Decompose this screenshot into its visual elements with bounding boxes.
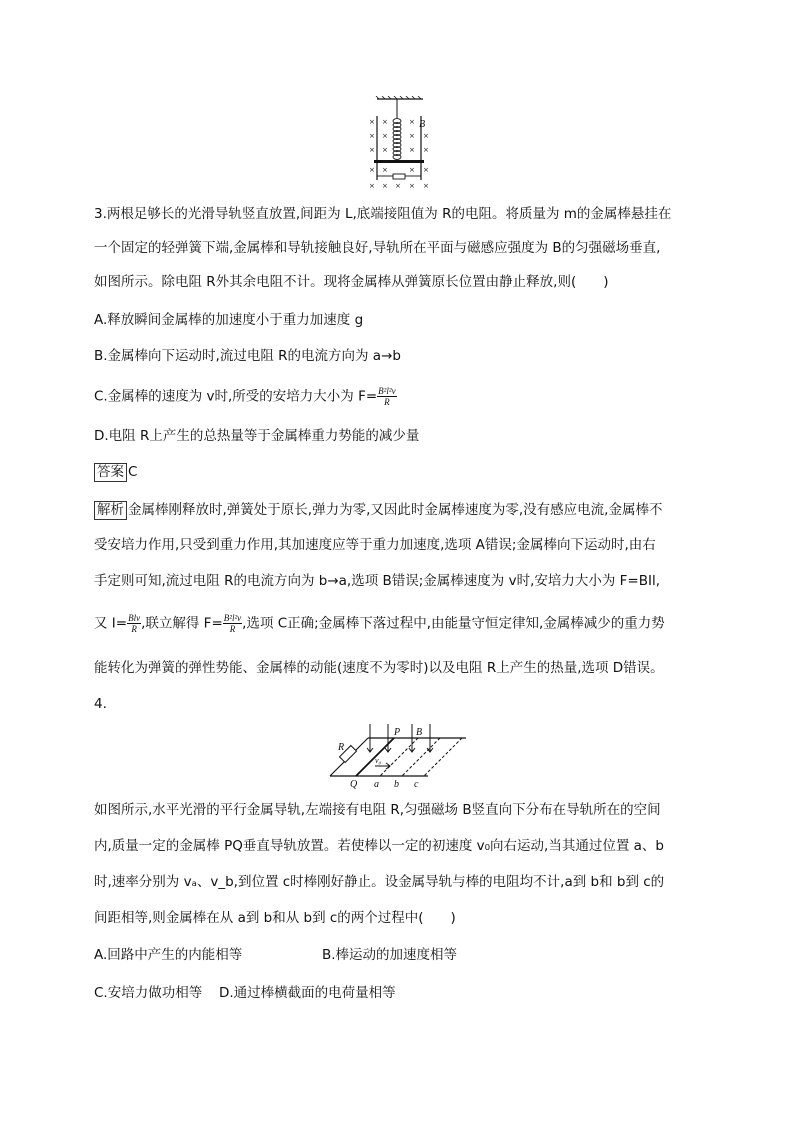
svg-text:×: × <box>369 118 375 126</box>
analysis-tag: 解析 <box>94 501 127 520</box>
q3-analysis-line-2: 受安培力作用,只受到重力作用,其加速度应等于重力加速度,选项 A错误;金属棒向下运动时,由右 <box>94 537 656 553</box>
svg-text:×: × <box>382 118 388 126</box>
svg-text:×: × <box>423 132 429 140</box>
q4-option-row-2 <box>94 983 396 1003</box>
svg-text:×: × <box>369 182 375 190</box>
svg-text:×: × <box>423 182 429 190</box>
force-fraction <box>223 613 242 634</box>
svg-text:×: × <box>409 132 415 140</box>
q3-stem-line-2: 一个固定的轻弹簧下端,金属棒和导轨接触良好,导轨所在平面与磁感应强度为 B的匀强磁场垂直, <box>94 240 661 256</box>
label-b-lower: b <box>394 779 399 790</box>
spring-rail-figure <box>365 96 435 191</box>
svg-text:×: × <box>409 146 415 154</box>
label-q: Q <box>350 779 358 790</box>
label-a: a <box>374 779 379 790</box>
svg-text:×: × <box>369 146 375 154</box>
analysis-text: 又 I= <box>94 615 128 632</box>
fraction-numerator: B²l²v <box>223 613 242 623</box>
q3-analysis-line-5: 能转化为弹簧的弹性势能、金属棒的动能(速度不为零时)以及电阻 R上产生的热量,选项 D错误。 <box>94 660 664 676</box>
q4-stem-line-3: 时,速率分别为 vₐ、v_b,到位置 c时棒刚好静止。设金属导轨与棒的电阻均不计,a到 b和 b到 c的 <box>94 874 665 890</box>
svg-text:×: × <box>409 166 415 174</box>
svg-text:×: × <box>423 166 429 174</box>
q3-analysis-line-4 <box>94 613 665 634</box>
fraction-denominator: R <box>384 397 390 407</box>
q4-option-c: C.安培力做功相等 <box>94 985 203 1001</box>
q3-analysis-line-3: 手定则可知,流过电阻 R的电流方向为 b→a,选项 B错误;金属棒速度为 v时,安培力大小为 F=BIl, <box>94 573 661 589</box>
q4-number: 4. <box>94 696 107 712</box>
q3-stem-line-1: 3.两根足够长的光滑导轨竖直放置,间距为 L,底端接阻值为 R的电阻。将质量为 m的金属棒悬挂在 <box>94 206 672 222</box>
q3-option-c-text: C.金属棒的速度为 v时,所受的安培力大小为 F= <box>94 388 378 405</box>
q3-stem-line-3: 如图所示。除电阻 R外其余电阻不计。现将金属棒从弹簧原长位置由静止释放,则( ) <box>94 274 609 290</box>
fraction-numerator: B²l²v <box>378 386 396 396</box>
svg-text:×: × <box>382 166 388 174</box>
q4-option-b: B.棒运动的加速度相等 <box>322 947 458 963</box>
svg-text:×: × <box>395 182 401 190</box>
q4-stem-line-4: 间距相等,则金属棒在从 a到 b和从 b到 c的两个过程中( ) <box>94 910 456 926</box>
q3-option-d: D.电阻 R上产生的总热量等于金属棒重力势能的减少量 <box>94 428 420 444</box>
label-b: B <box>416 727 423 738</box>
answer-value: C <box>128 464 138 480</box>
analysis-text: ,联立解得 F= <box>141 615 223 632</box>
svg-text:×: × <box>382 146 388 154</box>
q4-option-d: D.通过棒横截面的电荷量相等 <box>219 985 396 1001</box>
q4-option-a: A.回路中产生的内能相等 <box>94 947 243 963</box>
svg-text:×: × <box>369 166 375 174</box>
field-label-b: B <box>419 119 426 130</box>
svg-text:×: × <box>369 132 375 140</box>
q4-stem-line-1: 如图所示,水平光滑的平行金属导轨,左端接有电阻 R,匀强磁场 B竖直向下分布在导轨所在的空间 <box>94 802 661 818</box>
q3-option-a: A.释放瞬间金属棒的加速度小于重力加速度 g <box>94 312 364 328</box>
q3-option-b: B.金属棒向下运动时,流过电阻 R的电流方向为 a→b <box>94 348 401 364</box>
analysis-text: ,选项 C正确;金属棒下落过程中,由能量守恒定律知,金属棒减少的重力势 <box>242 615 665 632</box>
label-p: P <box>394 727 401 738</box>
q3-option-c <box>94 386 397 407</box>
q4-stem-line-2: 内,质量一定的金属棒 PQ垂直导轨放置。若使棒以一定的初速度 v₀向右运动,当其通过位置 a、b <box>94 838 664 854</box>
label-r: R <box>338 742 345 753</box>
q3-option-c-fraction <box>377 386 396 407</box>
svg-text:×: × <box>409 182 415 190</box>
q3-answer <box>94 462 137 482</box>
svg-text:×: × <box>423 146 429 154</box>
svg-text:×: × <box>409 118 415 126</box>
current-fraction <box>127 613 141 634</box>
analysis-text: 金属棒刚释放时,弹簧处于原长,弹力为零,又因此时金属棒速度为零,没有感应电流,金属棒不 <box>128 502 663 518</box>
q4-option-row-1 <box>94 945 457 965</box>
horizontal-rail-figure <box>320 724 470 790</box>
fraction-numerator: Blv <box>128 613 141 623</box>
svg-text:×: × <box>382 132 388 140</box>
label-v0: v₀ <box>375 756 382 765</box>
label-c: c <box>414 779 419 790</box>
answer-tag: 答案 <box>94 463 127 482</box>
fraction-denominator: R <box>131 624 137 634</box>
fraction-denominator: R <box>229 624 236 634</box>
q3-analysis-line-1 <box>94 500 662 520</box>
svg-text:×: × <box>382 182 388 190</box>
